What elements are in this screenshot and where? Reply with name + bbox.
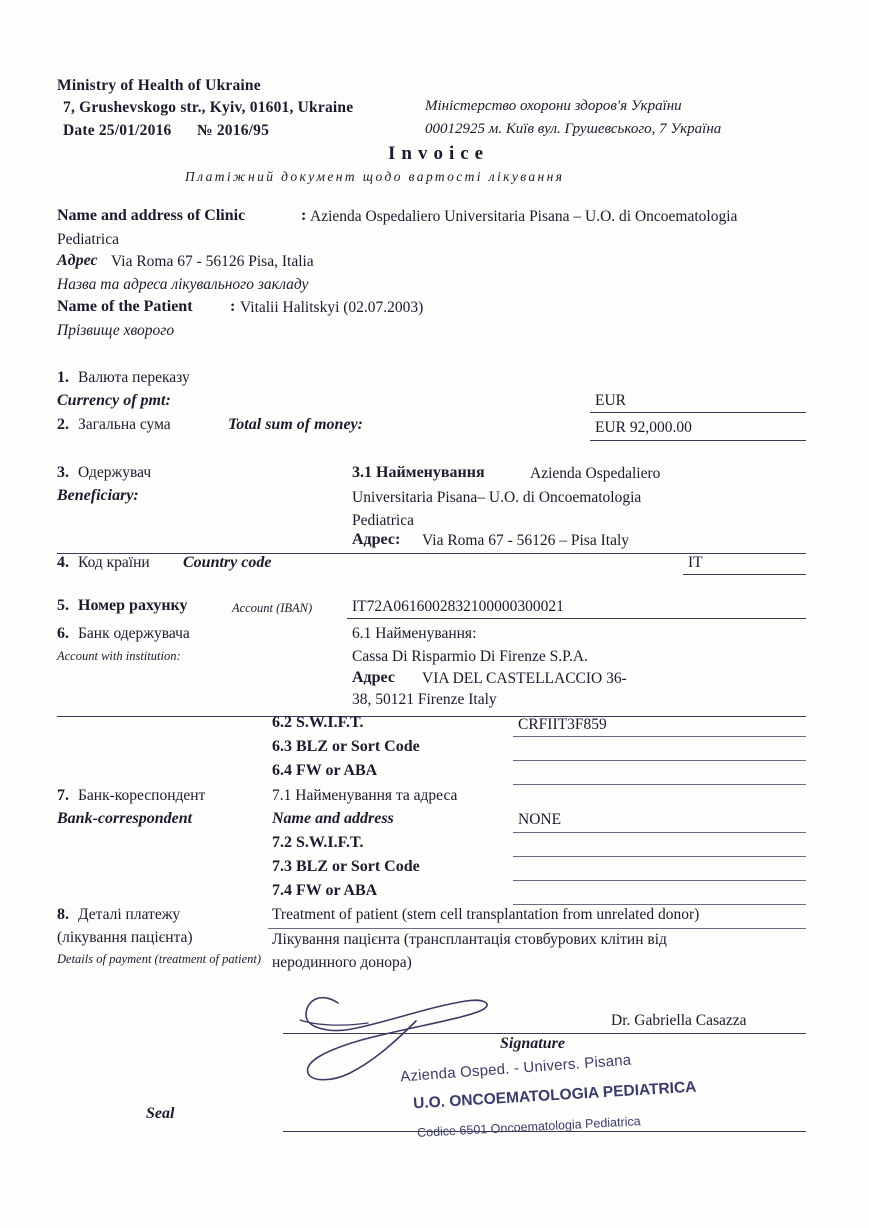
row4-label-en: Country code (183, 554, 272, 571)
row8-number: 8. (57, 906, 69, 923)
clinic-value-line1: Azienda Ospedaliero Universitaria Pisana – U.O. di Oncoematologia (310, 208, 738, 225)
row6-swift-value: CRFIIT3F859 (518, 716, 607, 733)
row6-blz-label: 6.3 BLZ or Sort Code (272, 738, 420, 755)
ministry-address-ua: 00012925 м. Київ вул. Грушевського, 7 Україна (425, 121, 722, 137)
row2-label-en: Total sum of money: (228, 416, 363, 433)
clinic-address-label-ua: Назва та адреса лікувального закладу (57, 276, 309, 293)
invoice-number: № 2016/95 (197, 122, 270, 139)
row4-underline (683, 574, 806, 575)
row7-swift-label: 7.2 S.W.I.F.T. (272, 834, 364, 851)
row6-fw-label: 6.4 FW or ABA (272, 762, 378, 779)
row6-swift-label: 6.2 S.W.I.F.T. (272, 714, 364, 731)
row8-divider (268, 928, 806, 929)
row7-fw-label: 7.4 FW or ABA (272, 882, 378, 899)
clinic-value-line2: Pediatrica (57, 231, 119, 248)
row4-label-ua: Код країни (78, 554, 150, 571)
row1-number: 1. (57, 369, 69, 386)
row6-fw-underline (513, 784, 806, 785)
stamp-line-3: Codice 6501 Oncoematologia Pediatrica (416, 1114, 641, 1140)
row3-number: 3. (57, 464, 69, 481)
row8-value-ua-line1: Лікування пацієнта (трансплантація стовбурових клітин від (272, 931, 667, 948)
row6-blz-underline (513, 760, 806, 761)
row7-sub-value: NONE (518, 811, 562, 828)
row7-name-underline (513, 832, 806, 833)
row5-label-ua: Номер рахунку (78, 597, 188, 614)
row1-label-en: Currency of pmt: (57, 392, 171, 409)
row7-label-en: Bank-correspondent (57, 810, 193, 827)
row7-blz-label: 7.3 BLZ or Sort Code (272, 858, 420, 875)
invoice-date: Date 25/01/2016 (63, 122, 172, 139)
row4-number: 4. (57, 554, 69, 571)
row6-sub-number: 6.1 Найменування: (352, 625, 477, 642)
doctor-name: Dr. Gabriella Casazza (611, 1012, 747, 1029)
row8-label-en: Details of payment (treatment of patient) (57, 952, 262, 966)
row7-blz-underline (513, 880, 806, 881)
row6-address-label: Адрес (352, 669, 395, 686)
row6-sub-value: Cassa Di Risparmio Di Firenze S.P.A. (352, 648, 588, 665)
patient-label-ua: Прізвище хворого (57, 322, 175, 339)
row3-sub-number: 3.1 Найменування (352, 464, 485, 481)
row5-label-en: Account (IBAN) (232, 601, 313, 615)
row7-number: 7. (57, 787, 69, 804)
row2-value: EUR 92,000.00 (595, 419, 692, 436)
ministry-name-ua: Міністерство охорони здоров'я України (425, 98, 682, 114)
row5-underline (347, 618, 806, 619)
clinic-address-label: Адрес (57, 252, 98, 269)
seal-label: Seal (146, 1105, 175, 1122)
page-subtitle: Платіжний документ щодо вартості лікування (185, 169, 565, 184)
row3-sub-value-line3: Pediatrica (352, 512, 414, 529)
clinic-label-colon: : (301, 207, 307, 224)
signature-underline (283, 1033, 806, 1034)
row6-label-ua: Банк одержувача (78, 625, 190, 642)
clinic-address-value: Via Roma 67 - 56126 Pisa, Italia (111, 253, 314, 270)
patient-value: Vitalii Halitskyi (02.07.2003) (240, 299, 424, 316)
ministry-address-en: 7, Grushevskogo str., Kyiv, 01601, Ukraine (63, 99, 354, 116)
row5-value: IT72A0616002832100000300021 (352, 598, 564, 615)
seal-underline (283, 1131, 806, 1132)
row7-sub-number-ua: 7.1 Найменування та адреса (272, 787, 458, 804)
row5-number: 5. (57, 597, 69, 614)
row8-label-ua-line2: (лікування пацієнта) (57, 929, 193, 946)
row6-swift-underline (513, 736, 806, 737)
row2-number: 2. (57, 416, 69, 433)
signature-label: Signature (500, 1035, 565, 1052)
row6-address-value-line2: 38, 50121 Firenze Italy (352, 691, 497, 708)
row3-label-ua: Одержувач (78, 464, 152, 481)
row8-label-ua-line1: Деталі платежу (78, 906, 181, 923)
row8-value-en: Treatment of patient (stem cell transplantation from unrelated donor) (272, 906, 700, 923)
row4-value: IT (688, 554, 703, 571)
patient-label-colon: : (230, 298, 236, 315)
stamp-line-1: Azienda Osped. - Univers. Pisana (399, 1051, 632, 1086)
row6-address-value-line1: VIA DEL CASTELLACCIO 36- (422, 670, 627, 687)
row1-label-ua: Валюта переказу (78, 369, 190, 386)
row2-underline (590, 440, 806, 441)
page-title: Invoice (388, 143, 490, 164)
row6-label-en: Account with institution: (57, 649, 181, 663)
row7-label-ua: Банк-кореспондент (78, 787, 206, 804)
row6-number: 6. (57, 625, 69, 642)
stamp-line-2: U.O. ONCOEMATOLOGIA PEDIATRICA (412, 1078, 697, 1113)
row3-sub-value-line1: Azienda Ospedaliero (530, 465, 661, 482)
row1-underline (590, 412, 806, 413)
row3-label-en: Beneficiary: (57, 487, 139, 504)
row3-sub-value-line2: Universitaria Pisana– U.O. di Oncoematologia (352, 489, 642, 506)
patient-label: Name of the Patient (57, 298, 193, 315)
ministry-name-en: Ministry of Health of Ukraine (57, 77, 261, 94)
row7-swift-underline (513, 856, 806, 857)
row7-fw-underline (513, 904, 806, 905)
row8-value-ua-line2: неродинного донора) (272, 954, 412, 971)
row6-divider (57, 716, 806, 717)
row3-address-label: Адрес: (352, 531, 401, 548)
row3-address-value: Via Roma 67 - 56126 – Pisa Italy (422, 532, 630, 549)
row7-sub-number-en: Name and address (272, 810, 394, 827)
clinic-label: Name and address of Clinic (57, 207, 246, 224)
row1-value: EUR (595, 392, 626, 409)
row2-label-ua: Загальна сума (78, 416, 171, 433)
